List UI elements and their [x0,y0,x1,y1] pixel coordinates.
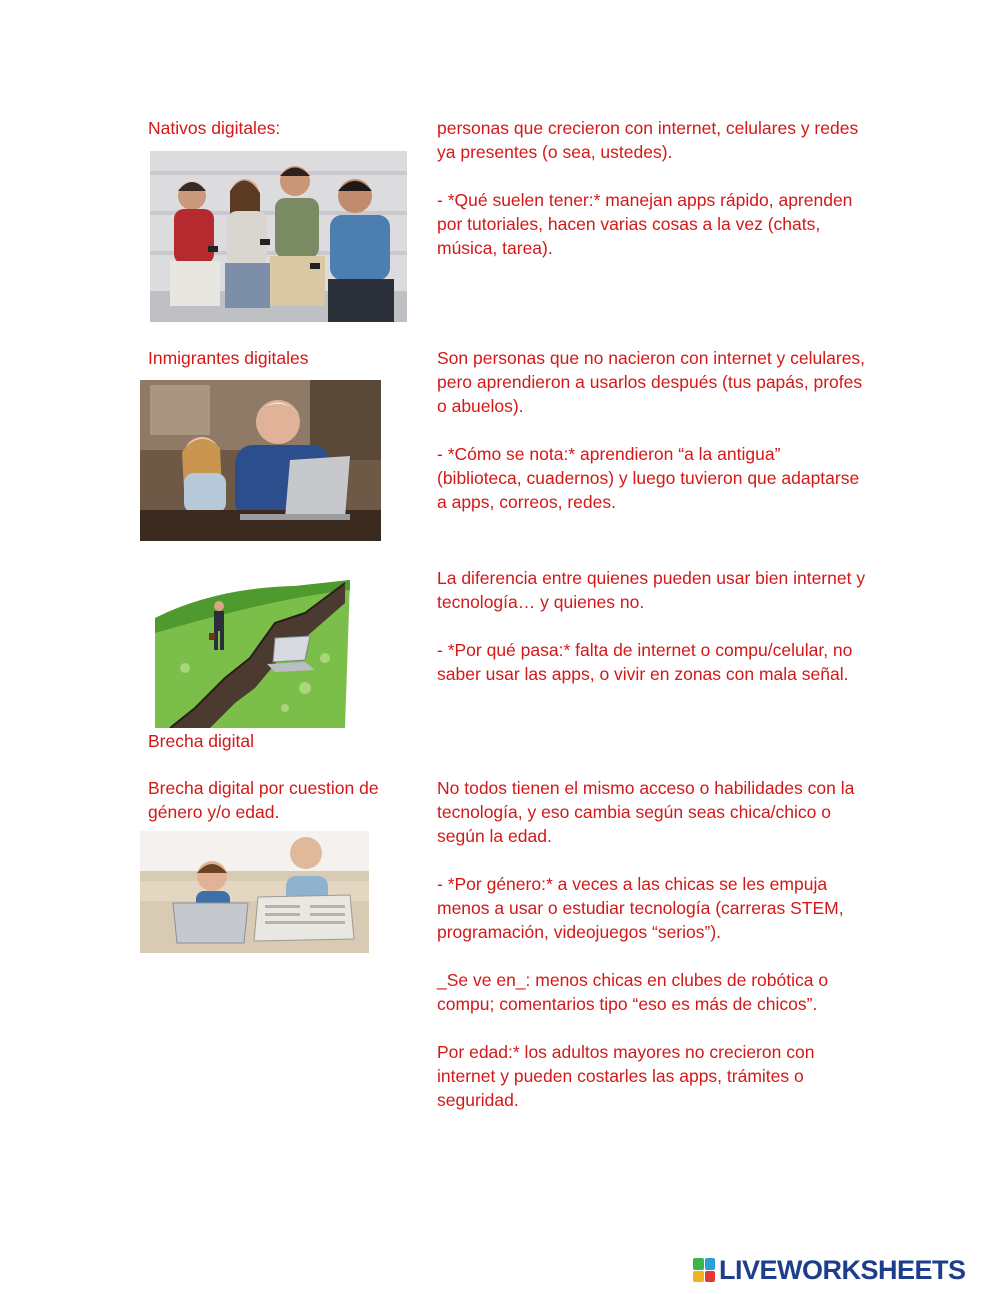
label-inmigrantes-digitales: Inmigrantes digitales [148,348,309,368]
description-brecha-genero-edad: No todos tienen el mismo acceso o habilidades con la tecnología, y eso cambia según seas chica/chico o según la edad. - *Por género:* a veces a las chicas se les empuja menos a usar o estudiar tecnología (carreras STEM, programación, videojuegos “serios”). _Se ve en_: menos chicas en clubes de robótica o compu; comentarios tipo “eso es más de chicos”. Por edad:* los adultos mayores no crecieron con internet y pueden costarles las apps, trámites o seguridad. [437,778,855,1110]
label-brecha-genero-edad: Brecha digital por cuestion de género y/o edad. [148,778,379,822]
description-inmigrantes-digitales: Son personas que no nacieron con internet y celulares, pero aprendieron a usarlos después (tus papás, profes o abuelos). - *Cómo se nota:* aprendieron “a la antigua” (biblioteca, cuadernos) y luego tuvieron que adaptarse a apps, correos, redes. [437,348,866,512]
label-brecha-digital: Brecha digital [148,731,255,751]
liveworksheets-wordmark: LIVEWORKSHEETS [719,1254,966,1285]
liveworksheets-logo-icon [693,1258,715,1282]
description-nativos-digitales: personas que crecieron con internet, celulares y redes ya presentes (o sea, ustedes). - *Qué suelen tener:* manejan apps rápido, aprenden por tutoriales, hacen varias cosas a la vez (chats, música, tarea). [437,118,859,258]
digital-divide-crack-illustration [155,578,351,728]
liveworksheets-brand[interactable] [693,1255,966,1285]
description-brecha-digital: La diferencia entre quienes pueden usar bien internet y tecnología… y quienes no. - *Por qué pasa:* falta de internet o compu/celular, no saber usar las apps, o vivir en zonas con mala señal. [437,568,866,684]
grandfather-granddaughter-laptop-photo [140,380,381,541]
child-laptop-elder-newspaper-photo [140,831,369,953]
teens-with-phones-photo [150,151,407,322]
label-nativos-digitales: Nativos digitales: [148,118,281,138]
